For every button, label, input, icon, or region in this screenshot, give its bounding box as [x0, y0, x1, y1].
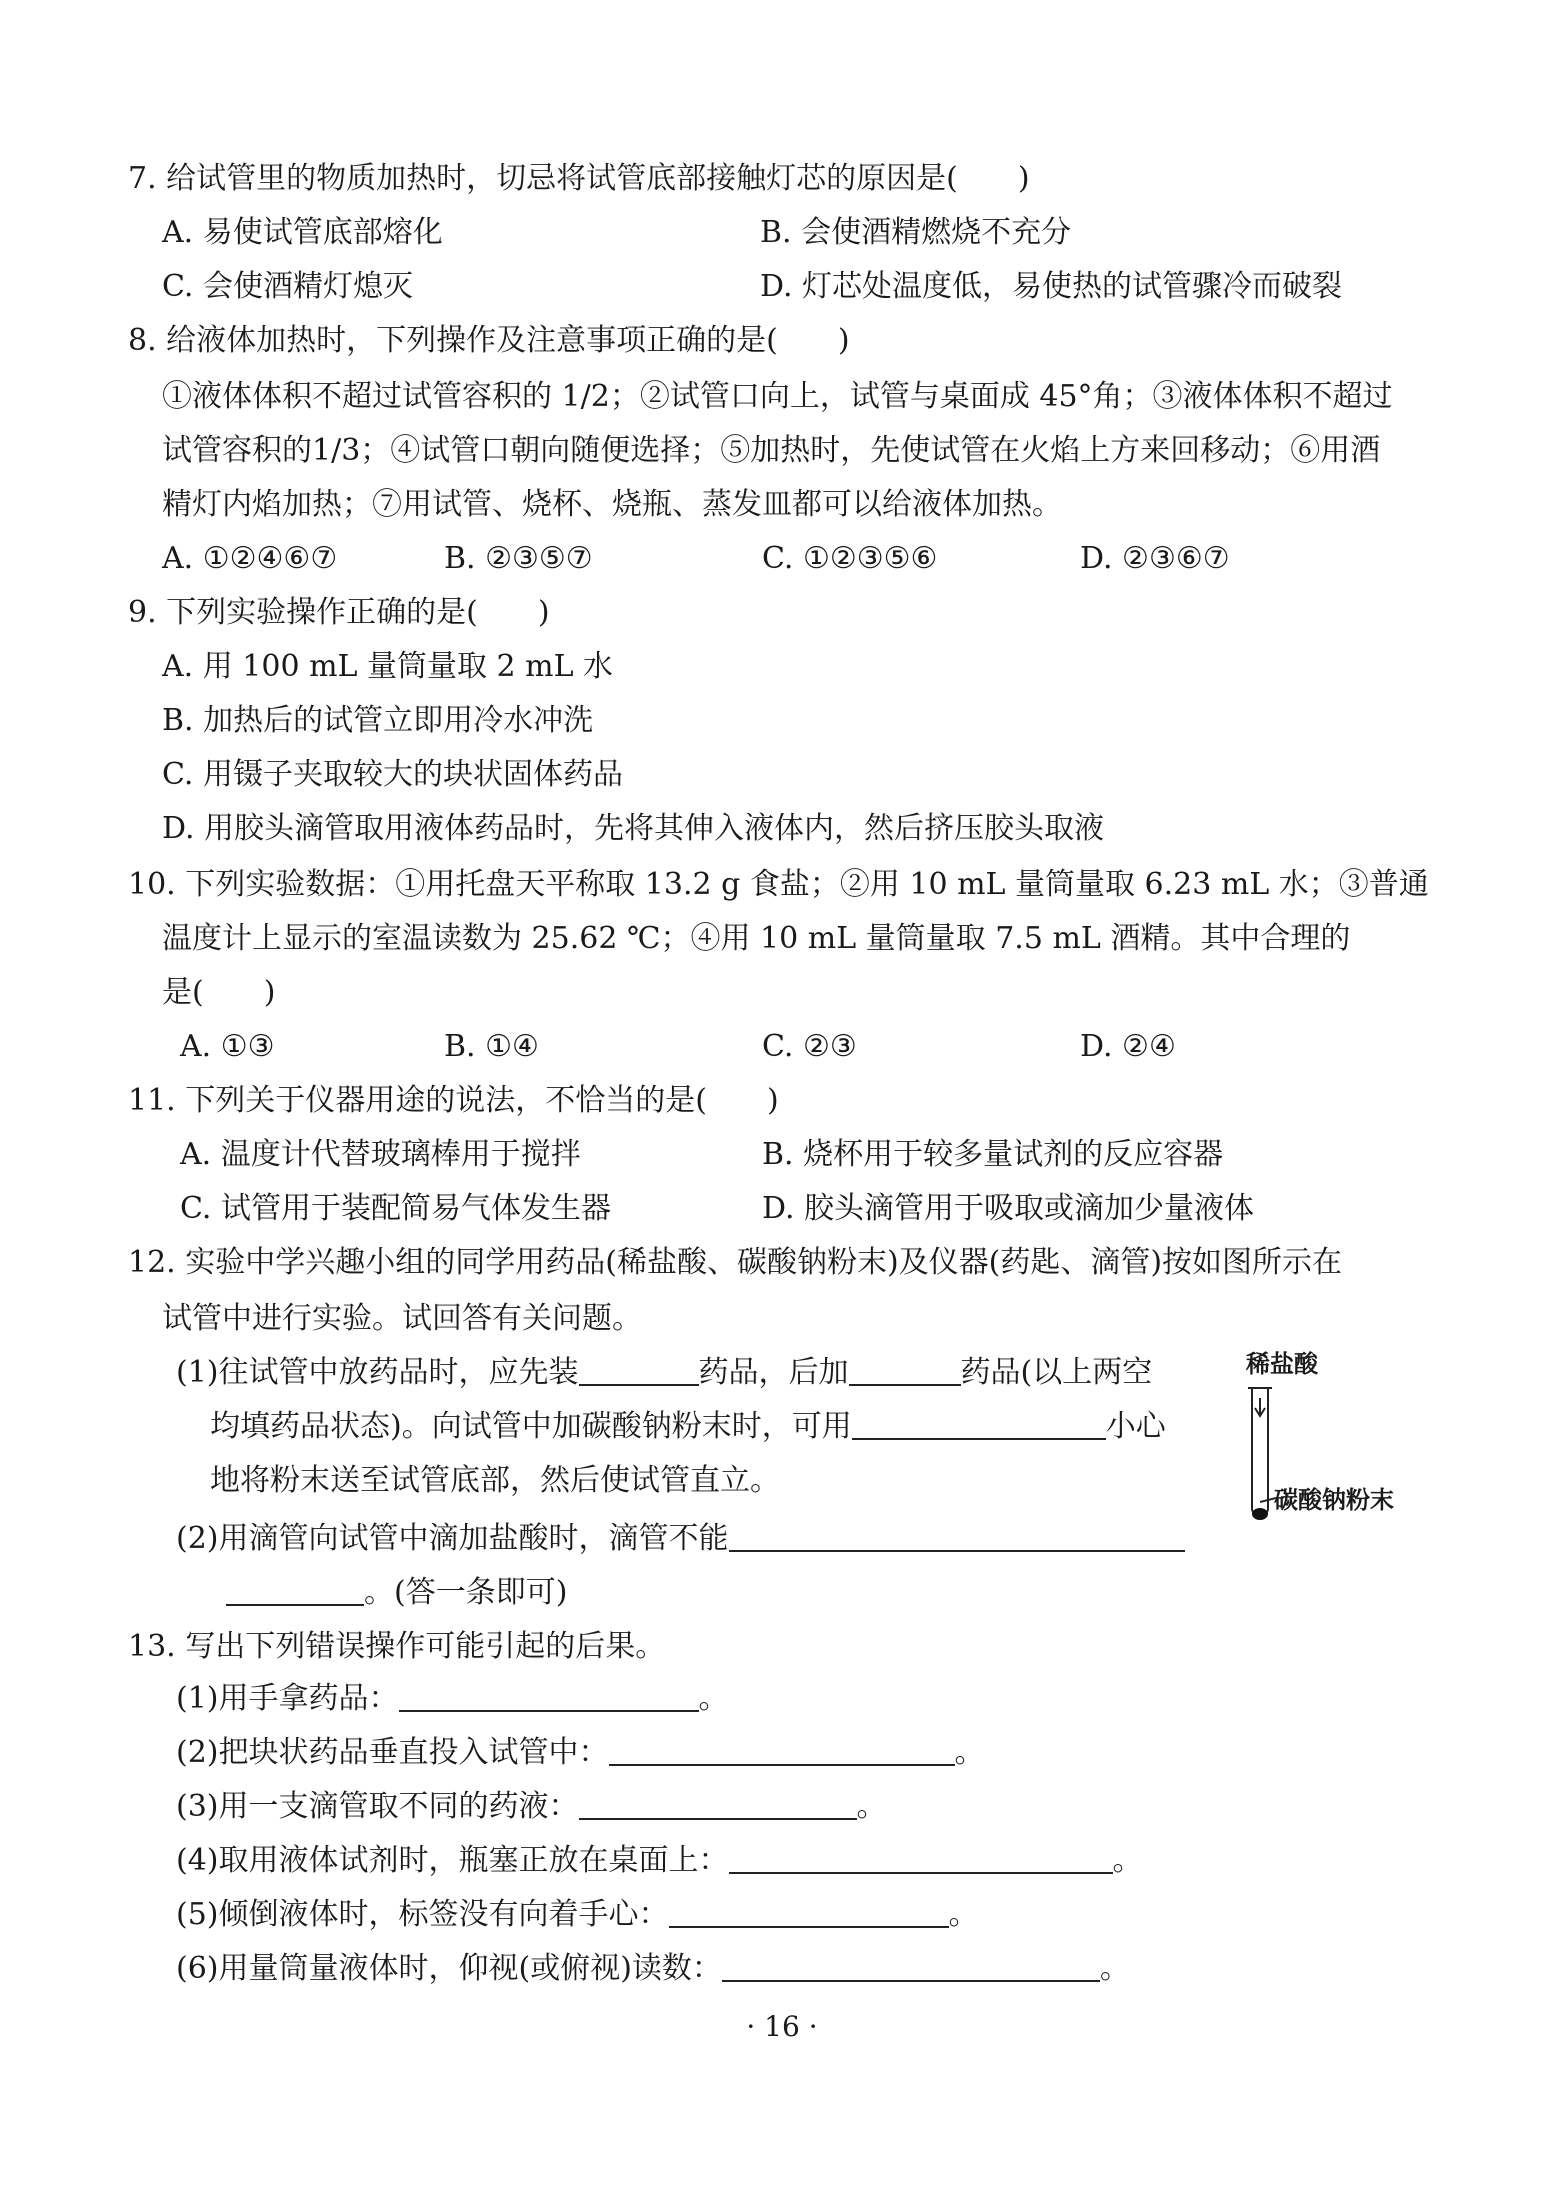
question-12-part-1-text: 药品(以上两空: [960, 1355, 1153, 1390]
question-13-item-end: 。: [954, 1735, 985, 1770]
question-13-item-text: (1)用手拿药品：: [176, 1681, 399, 1716]
answer-blank[interactable]: [722, 1950, 1100, 1982]
answer-blank[interactable]: [852, 1408, 1106, 1440]
question-10-option-b: B. ①④: [444, 1029, 539, 1064]
question-13-item-end: 。: [856, 1789, 887, 1824]
answer-blank[interactable]: [609, 1734, 955, 1766]
answer-blank[interactable]: [226, 1574, 364, 1606]
page-number: · 16 ·: [746, 2010, 818, 2043]
question-7-stem: 7. 给试管里的物质加热时，切忌将试管底部接触灯芯的原因是( ): [128, 161, 1030, 196]
question-8-option-b: B. ②③⑤⑦: [444, 541, 593, 576]
question-12-part-1-text: 均填药品状态)。向试管中加碳酸钠粉末时，可用: [210, 1409, 852, 1444]
question-12-part-2-text: (2)用滴管向试管中滴加盐酸时，滴管不能: [176, 1521, 729, 1556]
question-10-stem-line: 10. 下列实验数据：①用托盘天平称取 13.2 g 食盐；②用 10 mL 量筒量取 6.23 mL 水；③普通: [128, 867, 1429, 902]
answer-blank[interactable]: [669, 1896, 949, 1928]
question-7-option-a: A. 易使试管底部熔化: [162, 215, 443, 250]
answer-blank[interactable]: [729, 1520, 1185, 1552]
question-10-option-c: C. ②③: [762, 1029, 857, 1064]
question-11-option-c: C. 试管用于装配简易气体发生器: [180, 1191, 611, 1226]
answer-blank[interactable]: [579, 1788, 857, 1820]
question-7-option-c: C. 会使酒精灯熄灭: [162, 269, 413, 304]
question-12-part-2-text: 。(答一条即可): [364, 1575, 568, 1610]
question-12-part-1-line-2: [210, 1400, 1166, 1454]
answer-blank[interactable]: [399, 1680, 699, 1712]
question-13-item-end: 。: [698, 1681, 729, 1716]
question-7-option-d: D. 灯芯处温度低，易使热的试管骤冷而破裂: [760, 269, 1343, 304]
figure-label-dilute-hcl: 稀盐酸: [1246, 1349, 1318, 1378]
question-10-stem-line: 是( ): [162, 975, 276, 1010]
question-11-option-d: D. 胶头滴管用于吸取或滴加少量液体: [762, 1191, 1255, 1226]
question-11-option-a: A. 温度计代替玻璃棒用于搅拌: [180, 1137, 581, 1172]
question-8-stem: 8. 给液体加热时，下列操作及注意事项正确的是( ): [128, 323, 850, 358]
question-9-option-a: A. 用 100 mL 量筒量取 2 mL 水: [162, 649, 614, 684]
answer-blank[interactable]: [579, 1354, 699, 1386]
question-9-option-b: B. 加热后的试管立即用冷水冲洗: [162, 703, 594, 738]
question-12-part-1-text: 药品，后加: [698, 1355, 849, 1390]
answer-blank[interactable]: [849, 1354, 961, 1386]
question-13-item-end: 。: [1099, 1951, 1130, 1986]
question-8-option-d: D. ②③⑥⑦: [1080, 541, 1230, 576]
question-12-part-1-line-1: [176, 1346, 1152, 1400]
question-7-option-b: B. 会使酒精燃烧不充分: [760, 215, 1072, 250]
question-13-item: [176, 1834, 1143, 1888]
question-11-stem: 11. 下列关于仪器用途的说法，不恰当的是( ): [128, 1083, 779, 1118]
question-13-item: [176, 1672, 729, 1726]
question-8-body-line: 精灯内焰加热；⑦用试管、烧杯、烧瓶、蒸发皿都可以给液体加热。: [162, 487, 1062, 522]
answer-blank[interactable]: [729, 1842, 1113, 1874]
figure-label-sodium-carbonate: 碳酸钠粉末: [1274, 1485, 1394, 1514]
question-13-item: [176, 1942, 1130, 1996]
question-13-item-text: (6)用量筒量液体时，仰视(或俯视)读数：: [176, 1951, 722, 1986]
question-10-option-d: D. ②④: [1080, 1029, 1176, 1064]
question-13-item: [176, 1780, 887, 1834]
question-9-stem: 9. 下列实验操作正确的是( ): [128, 595, 550, 630]
question-13-item-text: (3)用一支滴管取不同的药液：: [176, 1789, 579, 1824]
question-11-option-b: B. 烧杯用于较多量试剂的反应容器: [762, 1137, 1224, 1172]
question-13-stem: 13. 写出下列错误操作可能引起的后果。: [128, 1629, 666, 1664]
question-8-body-line: ①液体体积不超过试管容积的 1/2；②试管口向上，试管与桌面成 45°角；③液体体积不超过: [162, 379, 1393, 414]
question-13-item-text: (5)倾倒液体时，标签没有向着手心：: [176, 1897, 669, 1932]
question-12-part-2-line-1: [176, 1512, 1185, 1566]
question-10-stem-line: 温度计上显示的室温读数为 25.62 ℃；④用 10 mL 量筒量取 7.5 mL 酒精。其中合理的: [162, 921, 1351, 956]
question-9-option-d: D. 用胶头滴管取用液体药品时，先将其伸入液体内，然后挤压胶头取液: [162, 811, 1105, 846]
question-12-part-2-line-2: [226, 1566, 567, 1620]
question-10-option-a: A. ①③: [180, 1029, 275, 1064]
question-12-stem-line: 试管中进行实验。试回答有关问题。: [162, 1301, 642, 1336]
question-12-part-1-text: 小心: [1105, 1409, 1166, 1444]
question-12-part-1-line-3: 地将粉末送至试管底部，然后使试管直立。: [210, 1463, 780, 1498]
question-9-option-c: C. 用镊子夹取较大的块状固体药品: [162, 757, 623, 792]
question-13-item-end: 。: [1112, 1843, 1143, 1878]
question-8-body-line: 试管容积的1/3；④试管口朝向随便选择；⑤加热时，先使试管在火焰上方来回移动；⑥用酒: [162, 433, 1381, 468]
question-12-part-1-text: (1)往试管中放药品时，应先装: [176, 1355, 579, 1390]
question-13-item: [176, 1726, 985, 1780]
question-8-option-c: C. ①②③⑤⑥: [762, 541, 938, 576]
question-13-item-end: 。: [948, 1897, 979, 1932]
figure-pointer-line: [1260, 1496, 1280, 1506]
question-13-item-text: (2)把块状药品垂直投入试管中：: [176, 1735, 609, 1770]
question-13-item: [176, 1888, 979, 1942]
question-13-item-text: (4)取用液体试剂时，瓶塞正放在桌面上：: [176, 1843, 729, 1878]
question-12-stem-line: 12. 实验中学兴趣小组的同学用药品(稀盐酸、碳酸钠粉末)及仪器(药匙、滴管)按如图所示在: [128, 1245, 1343, 1280]
question-8-option-a: A. ①②④⑥⑦: [162, 541, 338, 576]
